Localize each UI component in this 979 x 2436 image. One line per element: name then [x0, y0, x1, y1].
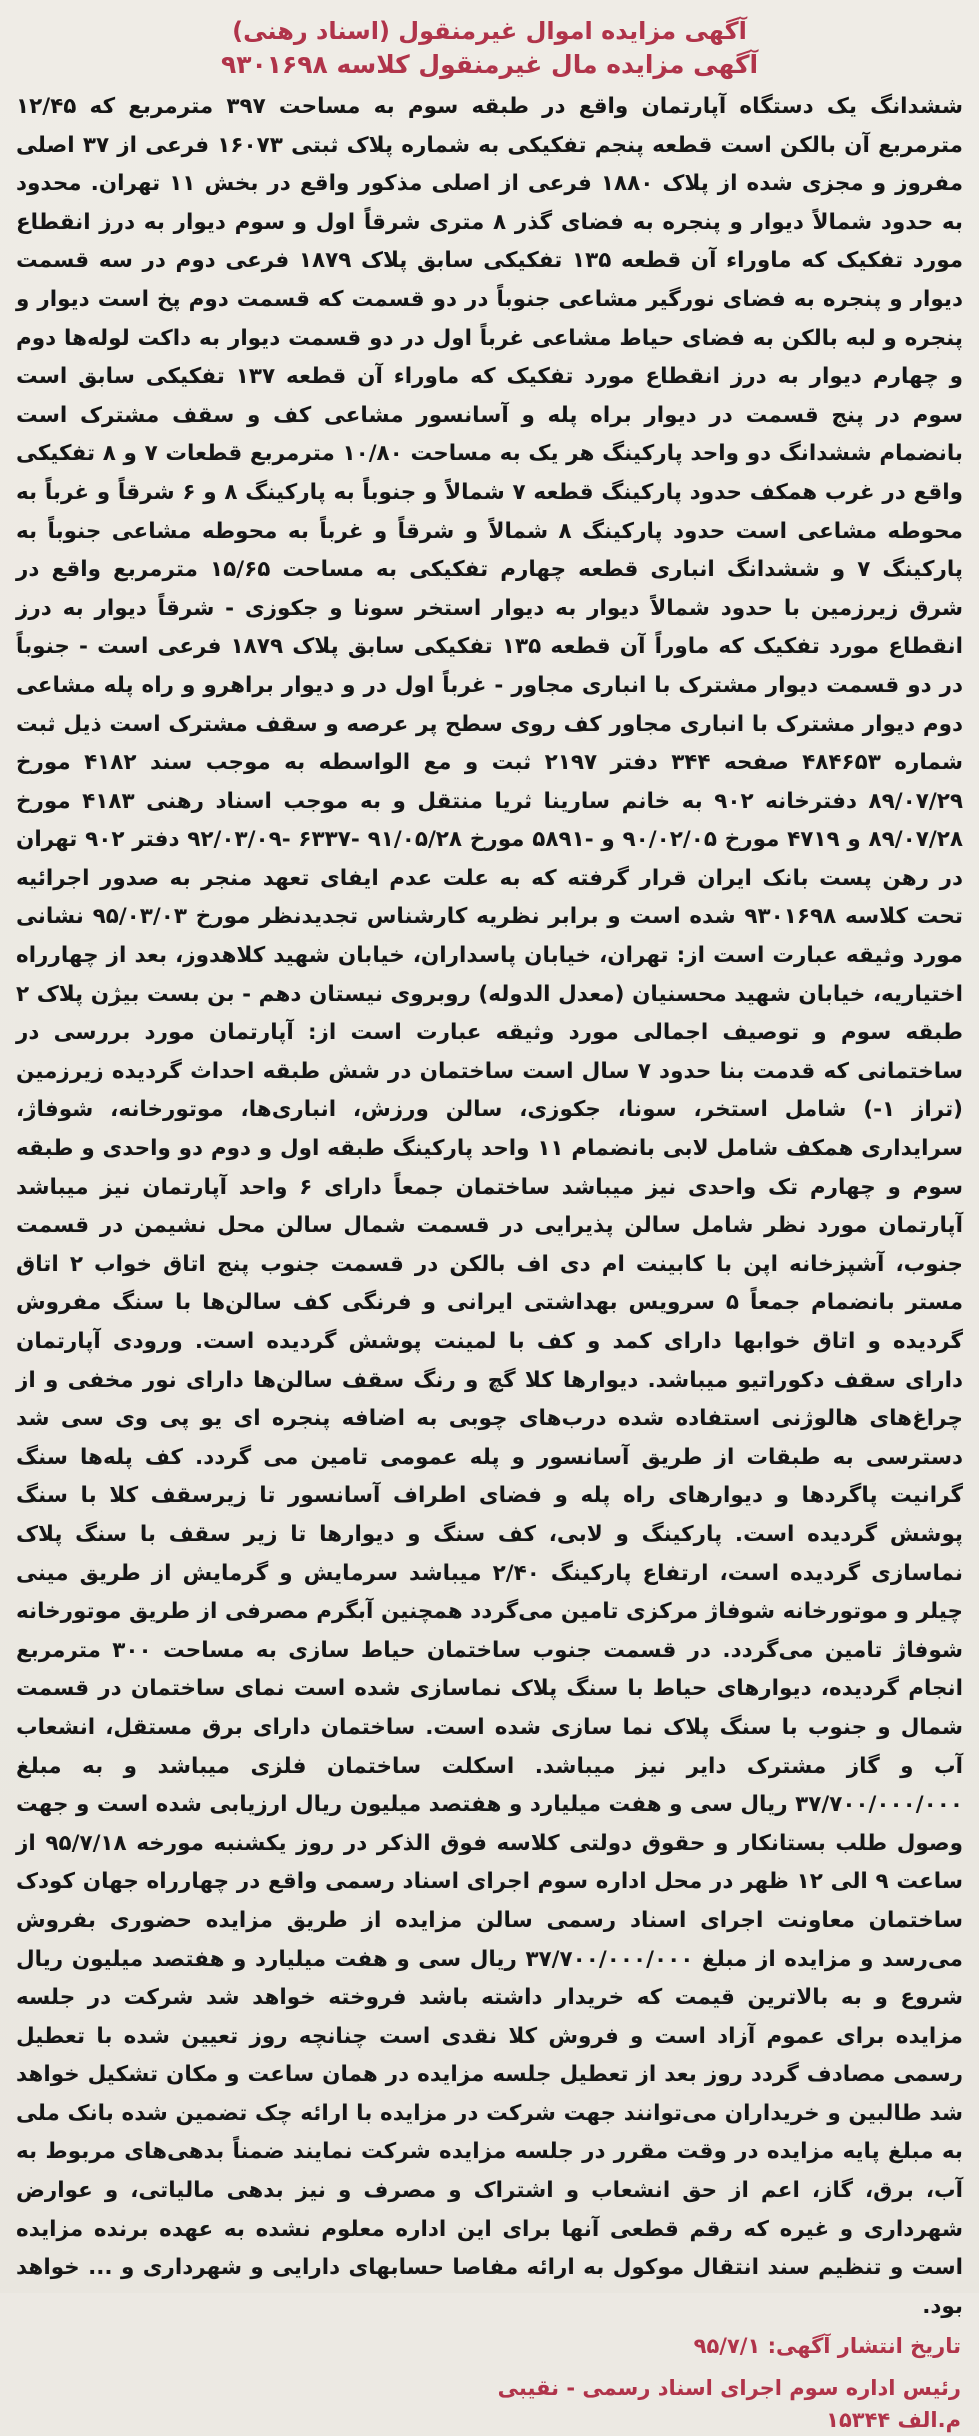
ad-body-text: ششدانگ یک دستگاه آپارتمان واقع در طبقه سوم به مساحت ۳۹۷ مترمربع که ۱۲/۴۵ مترمربع آن بالکن است قطعه پنجم تفکیکی به شماره پلاک ثبتی ۱۶۰۷۳ فرعی از ۳۷ اصلی مفروز و مجزی شده از پلاک ۱۸۸۰ فرعی از اصلی مذکور واقع در بخش ۱۱ تهران. محدود به حدود شمالاً دیوار و پنجره به فضای گذر ۸ متری شرقاً اول و سوم دیوار به درز انقطاع مورد تفکیک که ماوراء آن قطعه ۱۳۵ تفکیکی سابق پلاک ۱۸۷۹ فرعی دوم در سه قسمت دیوار و پنجره به فضای نورگیر مشاعی جنوباً در دو قسمت که قسمت دوم پخ است دیوار و پنجره و لبه بالکن به فضای حیاط مشاعی غرباً اول در دو قسمت دیوار به داکت لوله‌ها دوم و چهارم دیوار به درز انقطاع مورد تفکیک که ماوراء آن قطعه ۱۳۷ تفکیکی سابق است سوم در پنج قسمت در دیوار براه پله و آسانسور مشاعی کف و سقف مشترک است بانضمام ششدانگ دو واحد پارکینگ هر یک به مساحت ۱۰/۸۰ مترمربع قطعات ۷ و ۸ تفکیکی واقع در غرب همکف حدود پارکینگ قطعه ۷ شمالاً و جنوباً به پارکینگ ۸ و ۶ شرقاً و غرباً به محوطه مشاعی است حدود پارکینگ ۸ شمالاً و شرقاً و غرباً به محوطه مشاعی جنوباً به پارکینگ ۷ و ششدانگ انباری قطعه چهارم تفکیکی به مساحت ۱۵/۶۵ مترمربع واقع در شرق زیرزمین با حدود شمالاً دیوار به دیوار استخر سونا و جکوزی - شرقاً دیوار به درز انقطاع مورد تفکیک که ماوراً آن قطعه ۱۳۵ تفکیکی سابق پلاک ۱۸۷۹ فرعی است - جنوباً در دو قسمت دیوار مشترک با انباری مجاور - غرباً اول در و دیوار براهرو و راه پله مشاعی دوم دیوار مشترک با انباری مجاور کف روی سطح پر عرصه و سقف مشترک است ذیل ثبت شماره ۴۸۴۶۵۳ صفحه ۳۴۴ دفتر ۲۱۹۷ ثبت و مع الواسطه به موجب سند ۴۱۸۲ مورخ ۸۹/۰۷/۲۹ دفترخانه ۹۰۲ به خانم سارینا ثریا منتقل و به موجب اسناد رهنی ۴۱۸۳ مورخ ۸۹/۰۷/۲۸ و ۴۷۱۹ مورخ ۹۰/۰۲/۰۵ و -۵۸۹۱ مورخ ۹۱/۰۵/۲۸ -۶۳۳۷ -۹۲/۰۳/۰۹ دفتر ۹۰۲ تهران در رهن پست بانک ایران قرار گرفته که به علت عدم ایفای تعهد منجر به صدور اجرائیه تحت کلاسه ۹۳۰۱۶۹۸ شده است و برابر نظریه کارشناس تجدیدنظر مورخ ۹۵/۰۳/۰۳ نشانی مورد وثیقه عبارت است از: تهران، خیابان پاسداران، خیابان شهید کلاهدوز، بعد از چهارراه اختیاریه، خیابان شهید محسنیان (معدل الدوله) روبروی نیستان دهم - بن بست بیژن پلاک ۲ طبقه سوم و توصیف اجمالی مورد وثیقه عبارت است از: آپارتمان مورد بررسی در ساختمانی که قدمت بنا حدود ۷ سال است ساختمان در شش طبقه احداث گردیده زیرزمین (تراز ۱-) شامل استخر، سونا، جکوزی، سالن ورزش، انباری‌ها، موتورخانه، شوفاژ، سرایداری همکف شامل لابی بانضمام ۱۱ واحد پارکینگ طبقه اول و دوم دو واحدی و طبقه سوم و چهارم تک واحدی نیز میباشد ساختمان جمعاً دارای ۶ واحد آپارتمان نیز میباشد آپارتمان مورد نظر شامل سالن پذیرایی در قسمت شمال سالن محل نشیمن در قسمت جنوب، آشپزخانه اپن با کابینت ام دی اف بالکن در قسمت جنوب پنج اتاق خواب ۲ اتاق مستر بانضمام جمعاً ۵ سرویس بهداشتی ایرانی و فرنگی کف سالن‌ها با سنگ مفروش گردیده و اتاق خوابها دارای کمد و کف با لمینت پوشش گردیده است. ورودی آپارتمان دارای سقف دکوراتیو میباشد. دیوارها کلا گچ و رنگ سقف سالن‌ها دارای نور مخفی و از چراغ‌های هالوژنی استفاده شده درب‌های چوبی به اضافه پنجره ای یو پی وی سی شد دسترسی به طبقات از طریق آسانسور و پله عمومی تامین می گردد. کف پله‌ها سنگ گرانیت پاگردها و دیوارهای راه پله و فضای اطراف آسانسور تا زیرسقف کلا با سنگ پوشش گردیده است. پارکینگ و لابی، کف سنگ و دیوارها تا زیر سقف با سنگ پلاک نماسازی گردیده است، ارتفاع پارکینگ ۲/۴۰ میباشد سرمایش و گرمایش از طریق مینی چیلر و موتورخانه شوفاژ مرکزی تامین می‌گردد همچنین آبگرم مصرفی از طریق موتورخانه شوفاژ تامین می‌گردد. در قسمت جنوب ساختمان حیاط سازی به مساحت ۳۰۰ مترمربع انجام گردیده، دیوارهای حیاط با سنگ پلاک نماسازی شده است نمای ساختمان در قسمت شمال و جنوب با سنگ پلاک نما سازی شده است. ساختمان دارای برق مستقل، انشعاب آب و گاز مشترک دایر نیز میباشد. اسکلت ساختمان فلزی میباشد و به مبلغ ۳۷/۷۰۰/۰۰۰/۰۰۰ ریال سی و هفت میلیارد و هفتصد میلیون ریال ارزیابی شده است و جهت وصول طلب بستانکار و حقوق دولتی کلاسه فوق الذکر در روز یکشنبه مورخه ۹۵/۷/۱۸ از ساعت ۹ الی ۱۲ ظهر در محل اداره سوم اجرای اسناد رسمی واقع در چهارراه جهان کودک ساختمان معاونت اجرای اسناد رسمی سالن مزایده از طریق مزایده حضوری بفروش می‌رسد و مزایده از مبلغ ۳۷/۷۰۰/۰۰۰/۰۰۰ ریال سی و هفت میلیارد و هفتصد میلیون ریال شروع و به بالاترین قیمت که خریدار داشته باشد فروخته خواهد شد شرکت در جلسه مزایده برای عموم آزاد است و فروش کلا نقدی است چنانچه روز تعیین شده با تعطیل رسمی مصادف گردد روز بعد از تعطیل جلسه مزایده در همان ساعت و مکان تشکیل خواهد شد طالبین و خریداران می‌توانند جهت شرکت در مزایده با ارائه چک تضمین شده بانک ملی به مبلغ پایه مزایده در وقت مقرر در جلسه مزایده شرکت نمایند ضمناً بدهی‌های مربوط به آب، برق، گاز، اعم از حق انشعاب و اشتراک و مصرف و نیز بدهی مالیاتی، و عوارض شهرداری و غیره که رقم قطعی آنها برای این اداره معلوم نشده به عهده برنده مزایده است و تنظیم سند انتقال موکول به ارائه مفاصا حسابهای دارایی و شهرداری و ... خواهد بود.	[16, 94, 964, 2319]
ad-header	[12, 14, 967, 82]
signatory: رئیس اداره سوم اجرای اسناد رسمی - نقیبی	[497, 2376, 961, 2401]
ad-title: آگهی مزایده اموال غیرمنقول (اسناد رهنی)	[232, 17, 747, 45]
ad-subtitle: آگهی مزایده مال غیرمنقول کلاسه ۹۳۰۱۶۹۸	[220, 50, 759, 79]
ad-code: م.الف ۱۵۳۴۴	[826, 2408, 961, 2433]
publish-date: تاریخ انتشار آگهی: ۹۵/۷/۱	[693, 2334, 961, 2359]
ad-footer	[12, 2326, 967, 2436]
